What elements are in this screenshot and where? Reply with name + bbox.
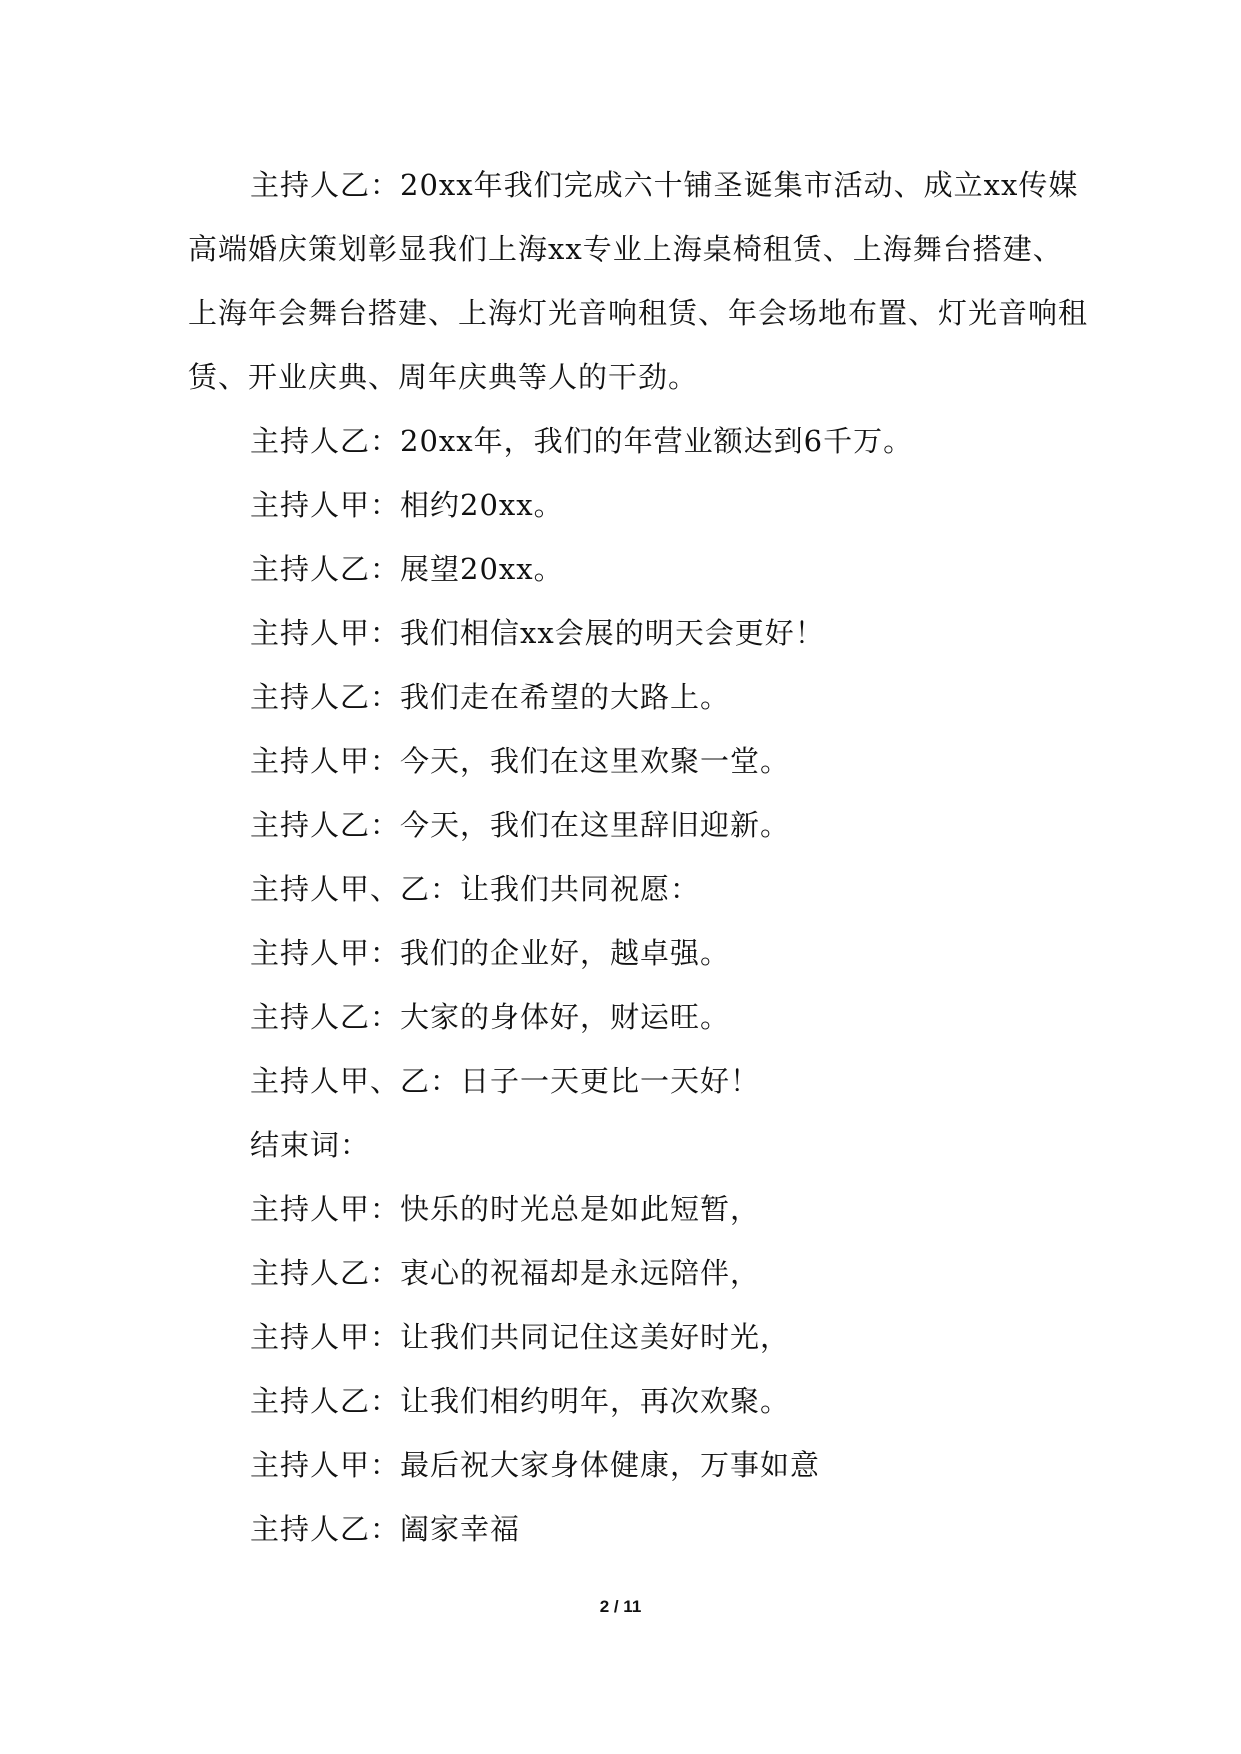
paragraph: 主持人乙：衷心的祝福却是永远陪伴， bbox=[250, 1256, 761, 1290]
paragraph: 主持人乙：大家的身体好，财运旺。 bbox=[250, 1000, 731, 1034]
paragraph: 主持人乙：今天，我们在这里辞旧迎新。 bbox=[250, 808, 791, 842]
paragraph: 主持人甲：快乐的时光总是如此短暂， bbox=[250, 1192, 761, 1226]
paragraph: 主持人乙：让我们相约明年，再次欢聚。 bbox=[250, 1384, 791, 1418]
section-heading: 结束词： bbox=[250, 1128, 371, 1162]
page-number: 2 / 11 bbox=[599, 1597, 642, 1616]
paragraph: 主持人甲：最后祝大家身体健康，万事如意 bbox=[250, 1448, 821, 1482]
paragraph: 主持人乙：20xx年我们完成六十铺圣诞集市活动、成立xx传媒高端婚庆策划彰显我们上海xx专业上海桌椅租赁、上海舞台搭建、上海年会舞台搭建、上海灯光音响租赁、年会场地布置、灯光音响租赁、开业庆典、周年庆典等人的干劲。 bbox=[188, 168, 1089, 394]
paragraph: 主持人乙：我们走在希望的大路上。 bbox=[250, 680, 731, 714]
paragraph: 主持人甲：我们的企业好，越卓强。 bbox=[250, 936, 731, 970]
paragraph: 主持人甲：相约20xx。 bbox=[250, 488, 564, 522]
paragraph: 主持人甲：今天，我们在这里欢聚一堂。 bbox=[250, 744, 791, 778]
paragraph: 主持人乙：阖家幸福 bbox=[250, 1512, 521, 1546]
paragraph: 主持人乙：展望20xx。 bbox=[250, 552, 564, 586]
paragraph: 主持人甲：让我们共同记住这美好时光， bbox=[250, 1320, 791, 1354]
document-body bbox=[188, 153, 1088, 1561]
paragraph: 主持人甲、乙：日子一天更比一天好！ bbox=[250, 1064, 761, 1098]
paragraph: 主持人甲：我们相信xx会展的明天会更好！ bbox=[250, 616, 825, 650]
paragraph: 主持人甲、乙：让我们共同祝愿： bbox=[250, 872, 701, 906]
paragraph: 主持人乙：20xx年，我们的年营业额达到6千万。 bbox=[250, 424, 914, 458]
